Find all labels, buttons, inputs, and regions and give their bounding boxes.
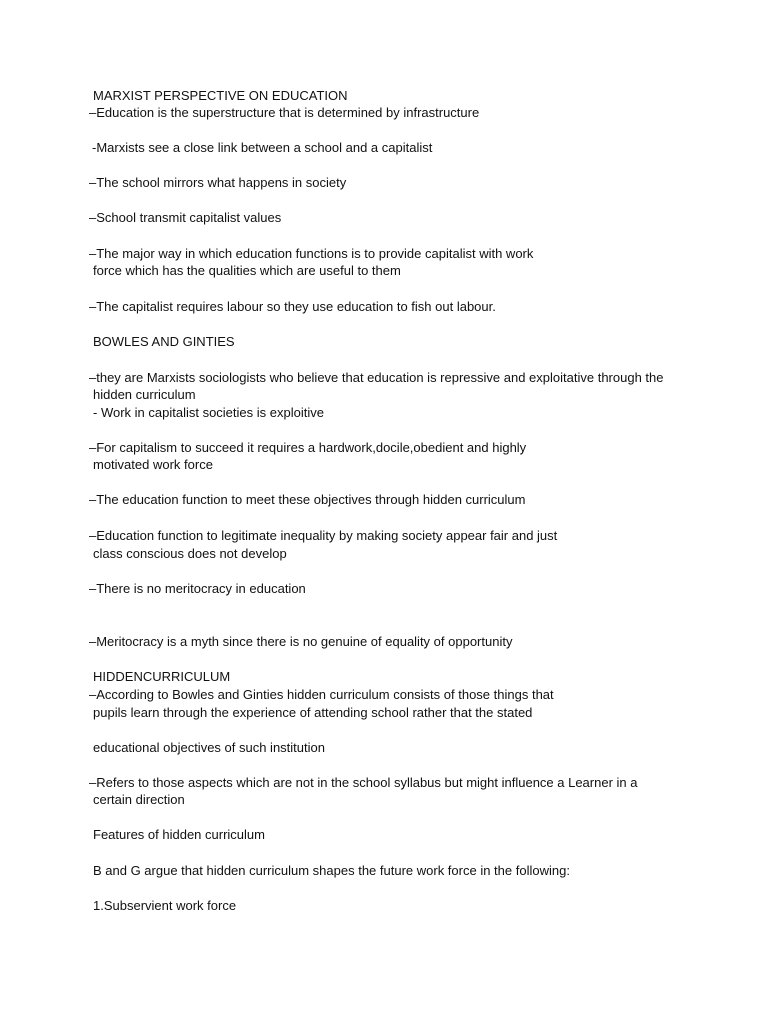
document-line: –Education is the superstructure that is determined by infrastructure — [89, 105, 480, 120]
document-heading-hidden-curriculum: HIDDENCURRICULUM — [93, 669, 231, 684]
document-heading-marxist: MARXIST PERSPECTIVE ON EDUCATION — [93, 88, 348, 103]
document-line: motivated work force — [93, 457, 213, 472]
document-line: educational objectives of such institution — [93, 740, 325, 755]
document-line: –The school mirrors what happens in society — [89, 175, 347, 190]
document-line: Features of hidden curriculum — [93, 827, 265, 842]
document-line: force which has the qualities which are useful to them — [93, 263, 401, 278]
document-line: –Meritocracy is a myth since there is no genuine of equality of opportunity — [89, 634, 513, 649]
document-line: –The major way in which education functions is to provide capitalist with work — [89, 246, 534, 261]
document-line: 1.Subservient work force — [93, 898, 237, 913]
document-line: - Work in capitalist societies is exploitive — [93, 405, 324, 420]
document-line: –The education function to meet these objectives through hidden curriculum — [89, 492, 526, 507]
document-line: –they are Marxists sociologists who believe that education is repressive and exploitative through the — [89, 370, 664, 385]
document-line: –The capitalist requires labour so they use education to fish out labour. — [89, 299, 496, 314]
document-line: certain direction — [93, 792, 185, 807]
document-line: B and G argue that hidden curriculum shapes the future work force in the following: — [93, 863, 570, 878]
document-line: hidden curriculum — [93, 387, 196, 402]
document-line: –There is no meritocracy in education — [89, 581, 306, 596]
document-line: –Education function to legitimate inequality by making society appear fair and just — [89, 528, 558, 543]
document-line: –According to Bowles and Ginties hidden curriculum consists of those things that — [89, 687, 554, 702]
document-heading-bowles-ginties: BOWLES AND GINTIES — [93, 334, 235, 349]
document-line: –For capitalism to succeed it requires a hardwork,docile,obedient and highly — [89, 440, 527, 455]
document-line: pupils learn through the experience of attending school rather that the stated — [93, 705, 533, 720]
document-line: class conscious does not develop — [93, 546, 287, 561]
document-line: -Marxists see a close link between a school and a capitalist — [92, 140, 433, 155]
document-line: –School transmit capitalist values — [89, 210, 282, 225]
document-line: –Refers to those aspects which are not in the school syllabus but might influence a Learner in a — [89, 775, 638, 790]
